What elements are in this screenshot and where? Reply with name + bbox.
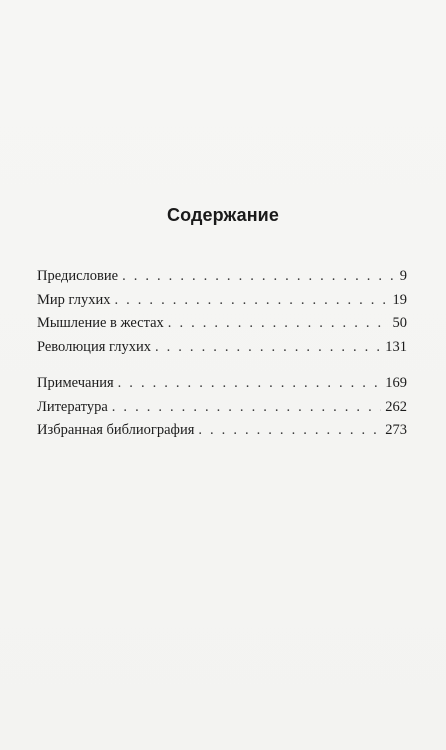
toc-main-chapters xyxy=(37,265,407,359)
leader-dots xyxy=(112,396,381,420)
toc-entry-label: Примечания xyxy=(37,375,114,391)
toc-entry-page-number: 262 xyxy=(385,398,407,415)
toc-entry-label: Мышление в жестах xyxy=(37,315,164,331)
toc-entry-thinking-in-signs[interactable] xyxy=(37,312,407,336)
leader-dots xyxy=(168,312,389,336)
leader-dots xyxy=(122,265,396,289)
toc-entry-deaf-revolution[interactable] xyxy=(37,336,407,360)
toc-entry-label: Избранная библиография xyxy=(37,422,195,438)
leader-dots xyxy=(155,336,381,360)
toc-entry-label: Революция глухих xyxy=(37,338,151,355)
leader-dots xyxy=(198,419,381,443)
toc-entry-page-number: 19 xyxy=(392,291,407,308)
toc-entry-preface[interactable] xyxy=(37,265,407,289)
toc-entry-page-number: 273 xyxy=(385,422,407,438)
toc-back-matter xyxy=(37,372,407,443)
leader-dots xyxy=(118,372,382,396)
page-title: Содержание xyxy=(167,205,279,225)
toc-entry-label: Мир глухих xyxy=(37,291,111,308)
leader-dots xyxy=(114,289,388,313)
toc-entry-literature[interactable] xyxy=(37,396,407,420)
toc-entry-page-number: 131 xyxy=(385,338,407,355)
toc-entry-page-number: 50 xyxy=(392,315,407,331)
toc-entry-label: Предисловие xyxy=(37,268,119,284)
toc-entry-notes[interactable] xyxy=(37,372,407,396)
toc-entry-world-of-deaf[interactable] xyxy=(37,289,407,313)
toc-entry-selected-bibliography[interactable] xyxy=(37,419,407,443)
toc-entry-page-number: 9 xyxy=(399,268,407,284)
toc-entry-page-number: 169 xyxy=(385,375,407,391)
toc-entry-label: Литература xyxy=(37,398,108,415)
